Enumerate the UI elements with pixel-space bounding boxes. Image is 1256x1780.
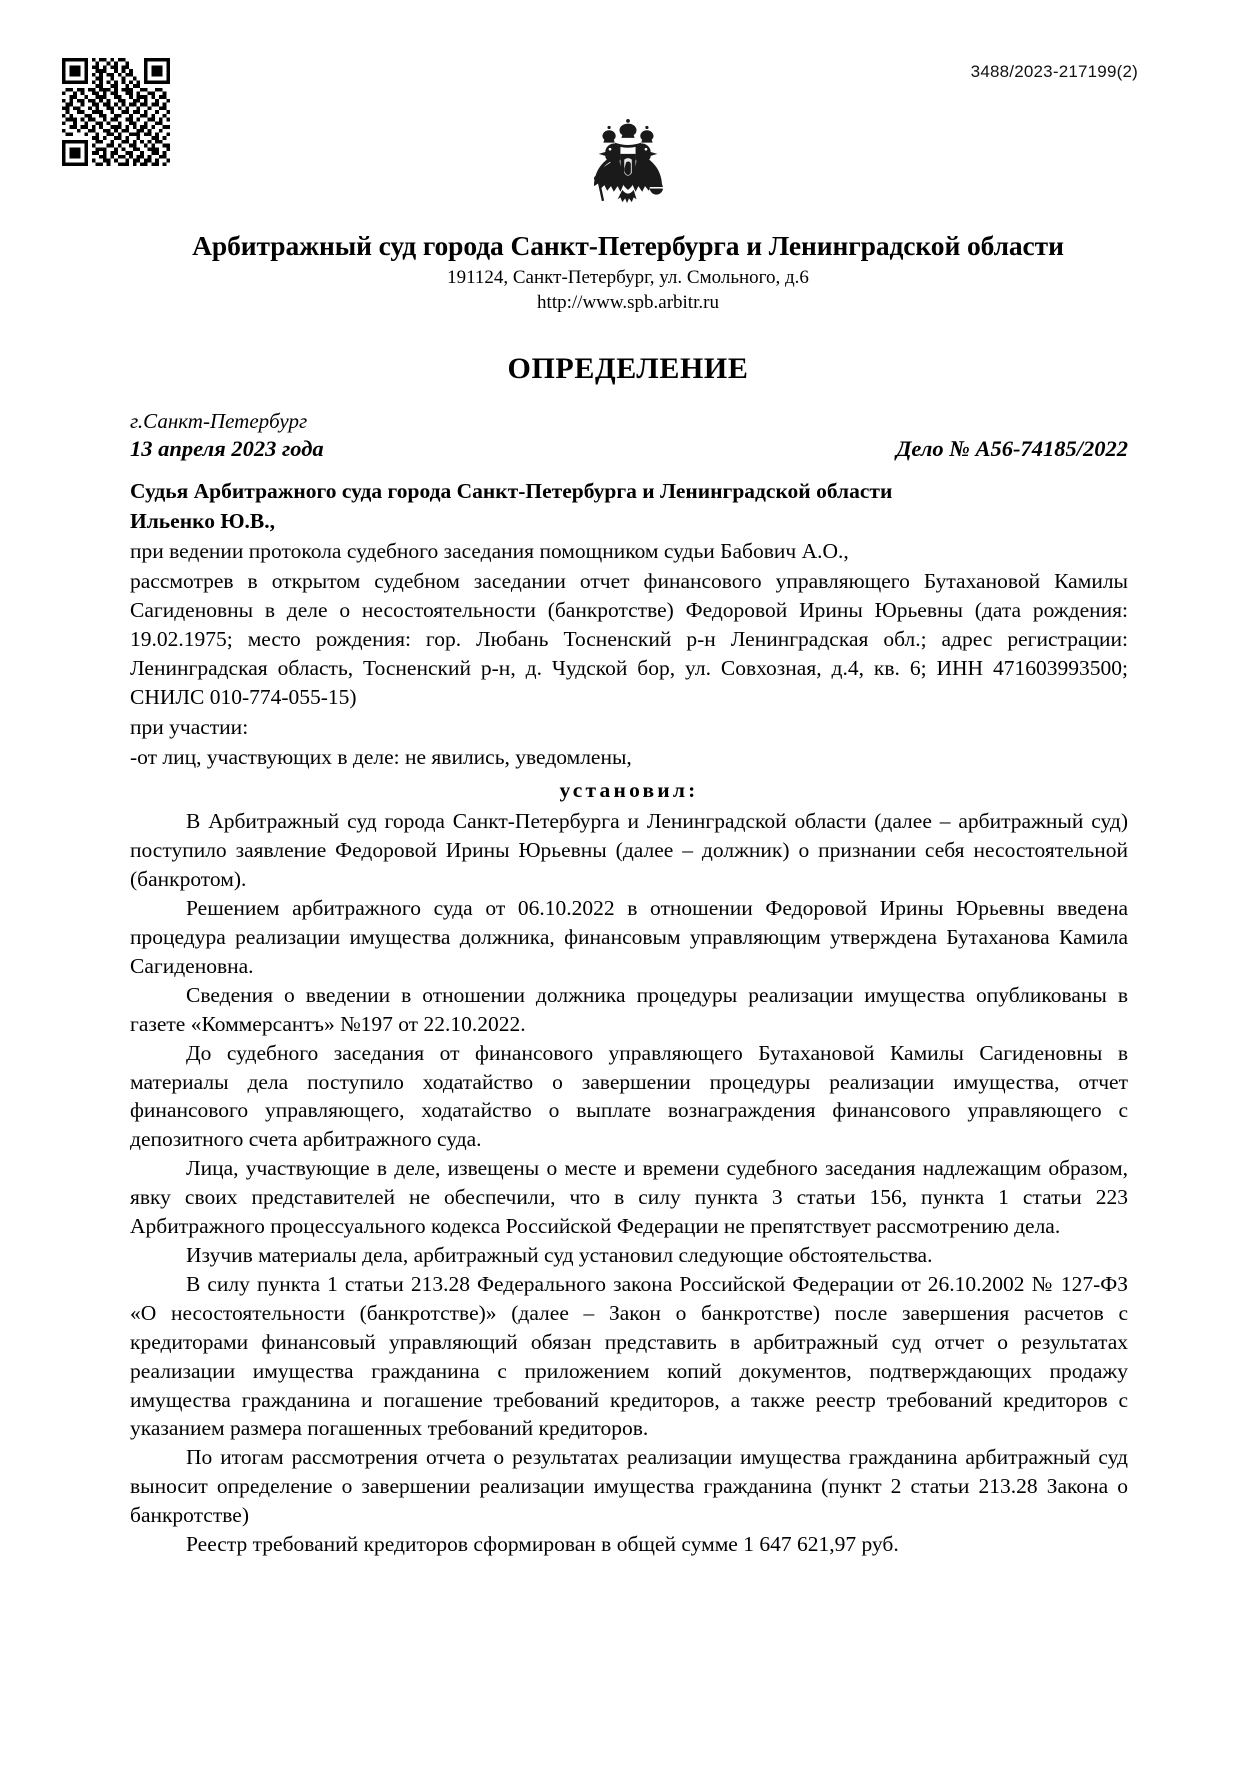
document-date: 13 апреля 2023 года bbox=[130, 436, 324, 462]
court-website: http://www.spb.arbitr.ru bbox=[537, 292, 719, 314]
participation-label: при участии: bbox=[130, 714, 249, 739]
document-body bbox=[0, 477, 1256, 1559]
body-paragraph: В силу пункта 1 статьи 213.28 Федерального закона Российской Федерации от 26.10.2002 № 127-ФЗ «О несостоятельности (банкротстве)» (далее – Закон о банкротстве) после завершения расчетов с кредиторами финансовый управляющий обязан представить в арбитражный суд отчет о результатах реализации имущества гражданина с приложением копий документов, подтверждающих продажу имущества гражданина и погашение требований кредиторов, а также реестр требований кредиторов с указанием размера погашенных требований кредиторов. bbox=[130, 1271, 1128, 1441]
document-date-case-row bbox=[130, 434, 1128, 463]
case-number: Дело № А56-74185/2022 bbox=[896, 436, 1128, 462]
body-paragraph: В Арбитражный суд города Санкт-Петербурга и Ленинградской области (далее – арбитражный суд) поступило заявление Федоровой Ирины Юрьевны (далее – должник) о признании себя несостоятельной (банкротом). bbox=[130, 809, 1128, 892]
body-paragraph: Изучив материалы дела, арбитражный суд установил следующие обстоятельства. bbox=[186, 1242, 933, 1267]
ustanovil-heading: установил: bbox=[559, 778, 699, 803]
participation-value: -от лиц, участвующих в деле: не явились, уведомлены, bbox=[130, 744, 632, 769]
court-header bbox=[0, 230, 1256, 316]
body-paragraph: По итогам рассмотрения отчета о результатах реализации имущества гражданина арбитражный суд выносит определение о завершении реализации имущества гражданина (пункт 2 статьи 213.28 Закона о банкротстве) bbox=[130, 1445, 1128, 1528]
document-title: ОПРЕДЕЛЕНИЕ bbox=[507, 351, 749, 385]
body-paragraph: Лица, участвующие в деле, извещены о месте и времени судебного заседания надлежащим образом, явку своих представителей не обеспечили, что в силу пункта 3 статьи 156, пункта 1 статьи 223 Арбитражного процессуального кодекса Российской Федерации не препятствует рассмотрению дела. bbox=[130, 1156, 1128, 1239]
document-city: г.Санкт-Петербург bbox=[130, 408, 308, 433]
judge-name-line: Ильенко Ю.В., bbox=[130, 509, 275, 534]
qr-code-icon bbox=[62, 58, 170, 166]
body-paragraph: Решением арбитражного суда от 06.10.2022 в отношении Федоровой Ирины Юрьевны введена процедура реализации имущества должника, финансовым управляющим утверждена Бутаханова Камила Сагиденовна. bbox=[130, 896, 1128, 978]
judge-title-line: Судья Арбитражного суда города Санкт-Петербурга и Ленинградской области bbox=[130, 479, 893, 504]
body-paragraph: Реестр требований кредиторов сформирован в общей сумме 1 647 621,97 руб. bbox=[186, 1532, 899, 1557]
protocol-secretary-line: при ведении протокола судебного заседания помощником судьи Бабович А.О., bbox=[130, 539, 849, 564]
body-paragraph: До судебного заседания от финансового управляющего Бутахановой Камилы Сагиденовны в материалы дела поступило ходатайство о завершении процедуры реализации имущества, отчет финансового управляющего, ходатайство о выплате вознаграждения финансового управляющего с депозитного счета арбитражного суда. bbox=[130, 1040, 1128, 1152]
document-top-strip bbox=[0, 0, 1256, 150]
document-stamp-number: 3488/2023-217199(2) bbox=[970, 62, 1138, 81]
body-paragraph: Сведения о введении в отношении должника процедуры реализации имущества опубликованы в газете «Коммерсантъ» №197 от 22.10.2022. bbox=[130, 982, 1128, 1036]
document-meta bbox=[0, 408, 1256, 464]
court-name: Арбитражный суд города Санкт-Петербурга и Ленинградской области bbox=[192, 230, 1064, 261]
court-address: 191124, Санкт-Петербург, ул. Смольного, д.6 bbox=[447, 266, 809, 288]
case-subject-paragraph: рассмотрев в открытом судебном заседании отчет финансового управляющего Бутахановой Камилы Сагиденовны в деле о несостоятельности (банкротстве) Федоровой Ирины Юрьевны (дата рождения: 19.02.1975; место рождения: гор. Любань Тосненский р-н Ленинградская обл.; адрес регистрации: Ленинградская область, Тосненский р-н, д. Чудской бор, ул. Совхозная, д.4, кв. 6; ИНН 471603993500; СНИЛС 010-774-055-15) bbox=[130, 569, 1128, 709]
